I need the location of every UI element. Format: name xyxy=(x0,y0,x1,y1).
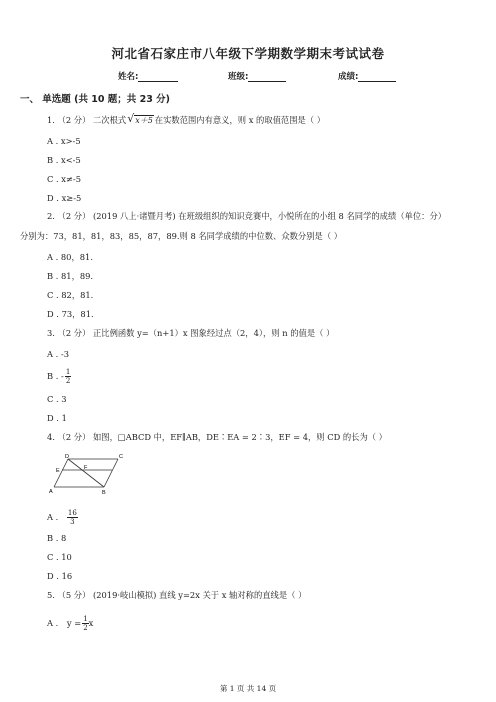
q1-stem-b: 在实数范围内有意义，则 x 的取值范围是（ ） xyxy=(154,115,326,125)
q4-option-c: C . 10 xyxy=(47,552,72,562)
q4-option-b: B . 8 xyxy=(47,533,67,543)
label-a: A xyxy=(49,489,53,495)
page-footer: 第 1 页 共 14 页 xyxy=(219,684,277,693)
question-5: 5. （5 分） (2019·岐山模拟) 直线 y=2x 关于 x 轴对称的直线是（ ） xyxy=(47,590,307,600)
label-b: B xyxy=(102,490,106,495)
q1-stem-a: 1. （2 分） 二次根式 xyxy=(47,115,127,125)
q1-option-a: A . x>-5 xyxy=(47,136,81,146)
sqrt-expression: √ x＋5 xyxy=(127,112,153,125)
q2-option-b: B . 81，89. xyxy=(47,271,94,281)
score-label: 成绩: xyxy=(338,72,359,82)
fraction-denominator: 2 xyxy=(83,624,88,632)
q2-option-d: D . 73，81. xyxy=(47,309,94,319)
question-1 xyxy=(47,112,326,126)
q2-option-a: A . 80，81. xyxy=(47,252,93,262)
fraction xyxy=(67,509,78,526)
q4-option-a-prefix: A . xyxy=(47,512,59,522)
q1-option-b: B . x<-5 xyxy=(47,155,81,165)
q3-option-d: D . 1 xyxy=(47,413,67,423)
equation-variable: x xyxy=(88,618,94,628)
name-field xyxy=(118,70,178,82)
fraction-denominator: 3 xyxy=(70,518,75,526)
q5-option-a xyxy=(47,615,93,632)
label-f: F xyxy=(84,465,88,471)
q3-option-b xyxy=(47,368,71,385)
q3-option-b-prefix: B . - xyxy=(47,371,64,381)
q4-option-d: D . 16 xyxy=(47,571,73,581)
q3-option-c: C . 3 xyxy=(47,394,67,404)
page-title: 河北省石家庄市八年级下学期数学期末考试试卷 xyxy=(111,46,385,61)
name-label: 姓名: xyxy=(118,72,139,82)
equation-lhs: y = xyxy=(66,618,82,628)
q3-option-a: A . -3 xyxy=(47,349,69,359)
name-blank xyxy=(138,72,178,82)
score-blank xyxy=(358,72,396,82)
q1-option-d: D . x≥-5 xyxy=(47,193,82,203)
fraction-denominator: 2 xyxy=(65,377,71,385)
parallelogram-figure xyxy=(48,453,124,495)
score-field xyxy=(338,70,396,82)
label-c: C xyxy=(119,454,123,460)
question-2-line2: 分别为：73，81，81，83，85，87，89.则 8 名同学成绩的中位数、众数分别是（ ） xyxy=(20,231,343,241)
radicand: x＋5 xyxy=(135,116,153,125)
class-label: 班级: xyxy=(228,72,249,82)
fraction-numerator: 1 xyxy=(83,615,88,623)
side-cb xyxy=(104,459,118,487)
label-e: E xyxy=(56,468,60,474)
class-field xyxy=(228,70,286,82)
question-3: 3. （2 分） 正比例函数 y=（n+1）x 图象经过点（2，4），则 n 的值是（ ） xyxy=(47,328,335,338)
class-blank xyxy=(248,72,286,82)
fraction-numerator: 1 xyxy=(65,368,71,376)
question-4: 4. （2 分） 如图，□ABCD 中，EF∥AB，DE∶EA = 2∶3，EF = 4，则 CD 的长为（ ） xyxy=(47,432,387,442)
q5-option-a-prefix: A . xyxy=(47,618,59,628)
q2-option-c: C . 82，81. xyxy=(47,290,94,300)
section-heading: 一、 单选题 (共 10 题；共 23 分) xyxy=(20,94,170,105)
q4-option-a xyxy=(47,509,78,526)
q1-option-c: C . x≠-5 xyxy=(47,174,81,184)
fraction xyxy=(65,368,71,385)
question-2-line1: 2. （2 分） (2019 八上·诸暨月考) 在班级组织的知识竞赛中，小悦所在的小组 8 名同学的成绩（单位：分） xyxy=(47,211,447,221)
diagonal-db xyxy=(68,459,104,487)
label-d: D xyxy=(65,454,69,460)
fraction-numerator: 16 xyxy=(67,509,77,517)
